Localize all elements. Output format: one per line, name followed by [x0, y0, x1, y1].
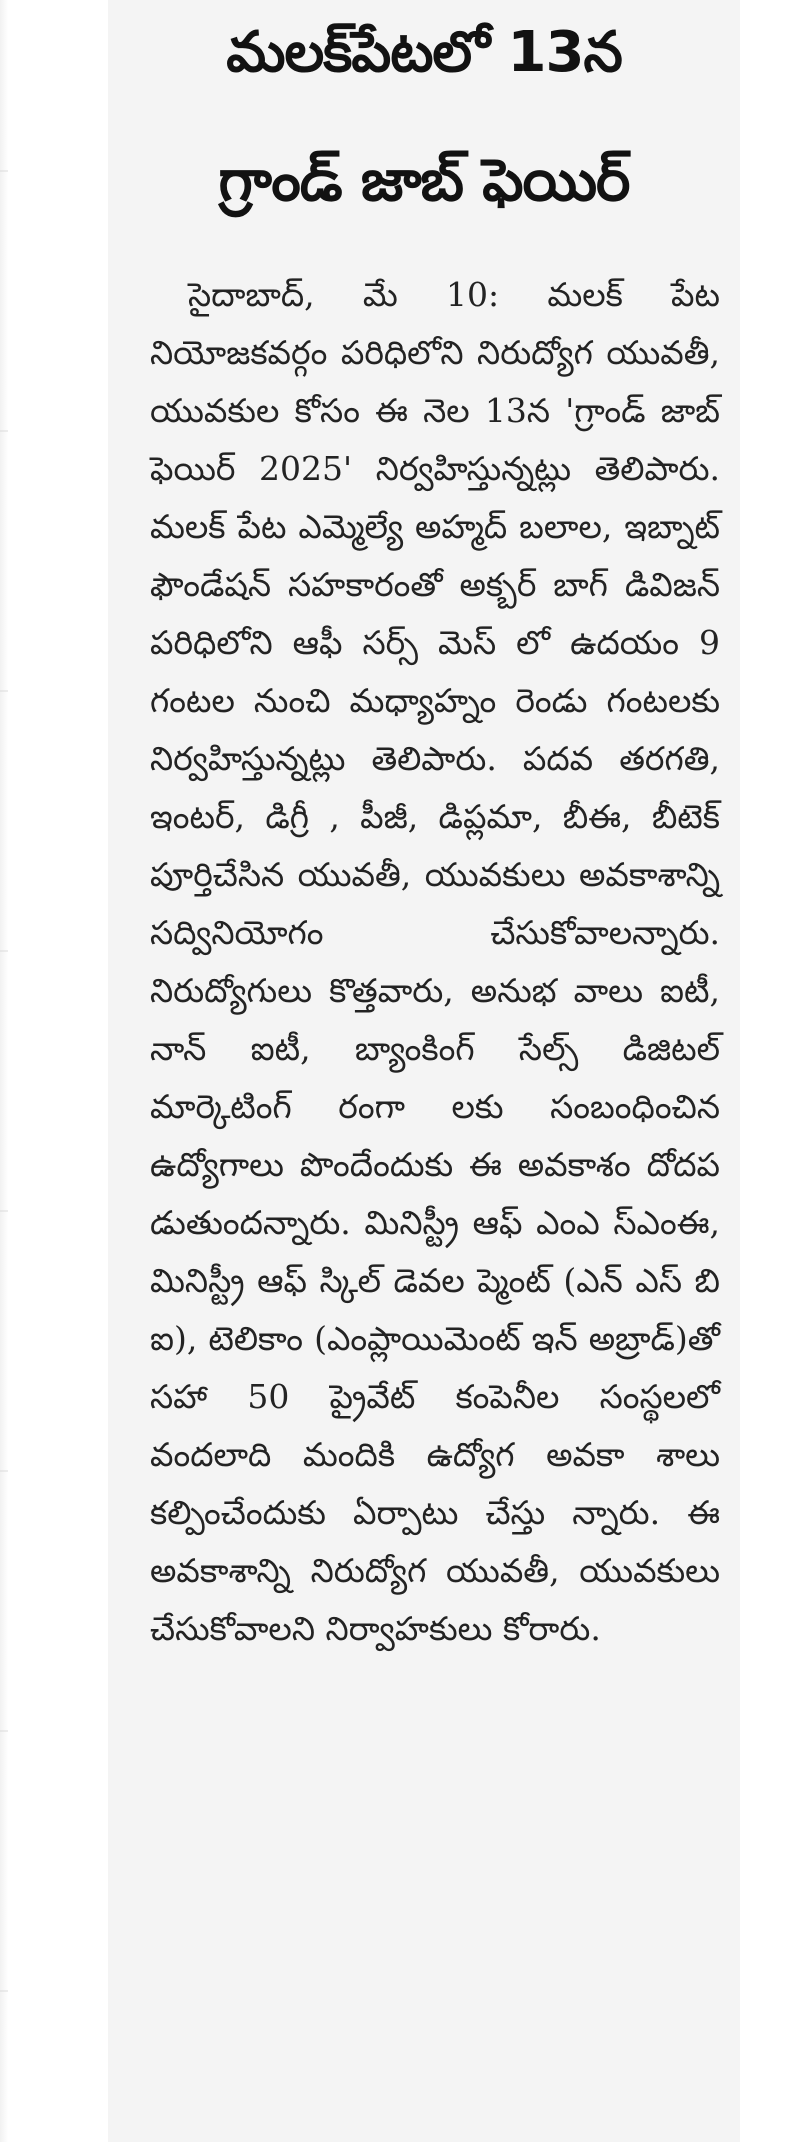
- headline-line-2: గ్రాండ్ జాబ్ ఫెయిర్: [218, 145, 630, 214]
- article-dateline: సైదాబాద్, మే 10:: [188, 275, 500, 315]
- headline-line-1: మలక్‌పేటలో 13న: [226, 20, 622, 85]
- article-body-text: మలక్ పేట నియోజకవర్గం పరిధిలోని నిరుద్యోగ యువతీ, యువకుల కోసం ఈ నెల 13న 'గ్రాండ్ జాబ్ ఫెయిర్ 2025' నిర్వహిస్తున్నట్లు తెలిపారు. మలక్ పేట ఎమ్మెల్యే అహ్మద్ బలాల, ఇబ్నాట్ ఫౌండేషన్ సహకారంతో అక్బర్ బాగ్ డివిజన్ పరిధిలోని ఆఫీ సర్స్ మెస్ లో ఉదయం 9 గంటల నుంచి మధ్యాహ్నం రెండు గంటలకు నిర్వహిస్తున్నట్లు తెలిపారు. పదవ తరగతి, ఇంటర్, డిగ్రీ , పీజీ, డిప్లమా, బీఈ, బీటెక్ పూర్తిచేసిన యువతీ, యువకులు అవకాశాన్ని సద్వినియోగం చేసుకోవాలన్నారు. నిరుద్యోగులు కొత్తవారు, అనుభ వాలు ఐటీ, నాన్ ఐటీ, బ్యాంకింగ్ సేల్స్ డిజిటల్ మార్కెటింగ్ రంగా లకు సంబంధించిన ఉద్యోగాలు పొందేందుకు ఈ అవకాశం దోదప డుతుందన్నారు. మినిస్ట్రీ ఆఫ్ ఎంఎ స్ఎంఈ, మినిస్ట్రీ ఆఫ్ స్కిల్ డెవల ప్మెంట్ (ఎన్ ఎస్ బి ఐ), టెలికాం (ఎంప్లాయిమెంట్ ఇన్ అబ్రాడ్)తో సహా 50 ప్రైవేట్ కంపెనీల సంస్థలలో వందలాది మందికి ఉద్యోగ అవకా శాలు కల్పించేందుకు ఏర్పాటు చేస్తు న్నారు. ఈ అవకాశాన్ని నిరుద్యోగ యువతీ, యువకులు చేసుకోవాలని నిర్వాహకులు కోరారు.: [150, 275, 720, 1649]
- article-body: [150, 266, 720, 1658]
- newspaper-clipping: [108, 0, 740, 2142]
- scan-edge-marks: [0, 0, 8, 2142]
